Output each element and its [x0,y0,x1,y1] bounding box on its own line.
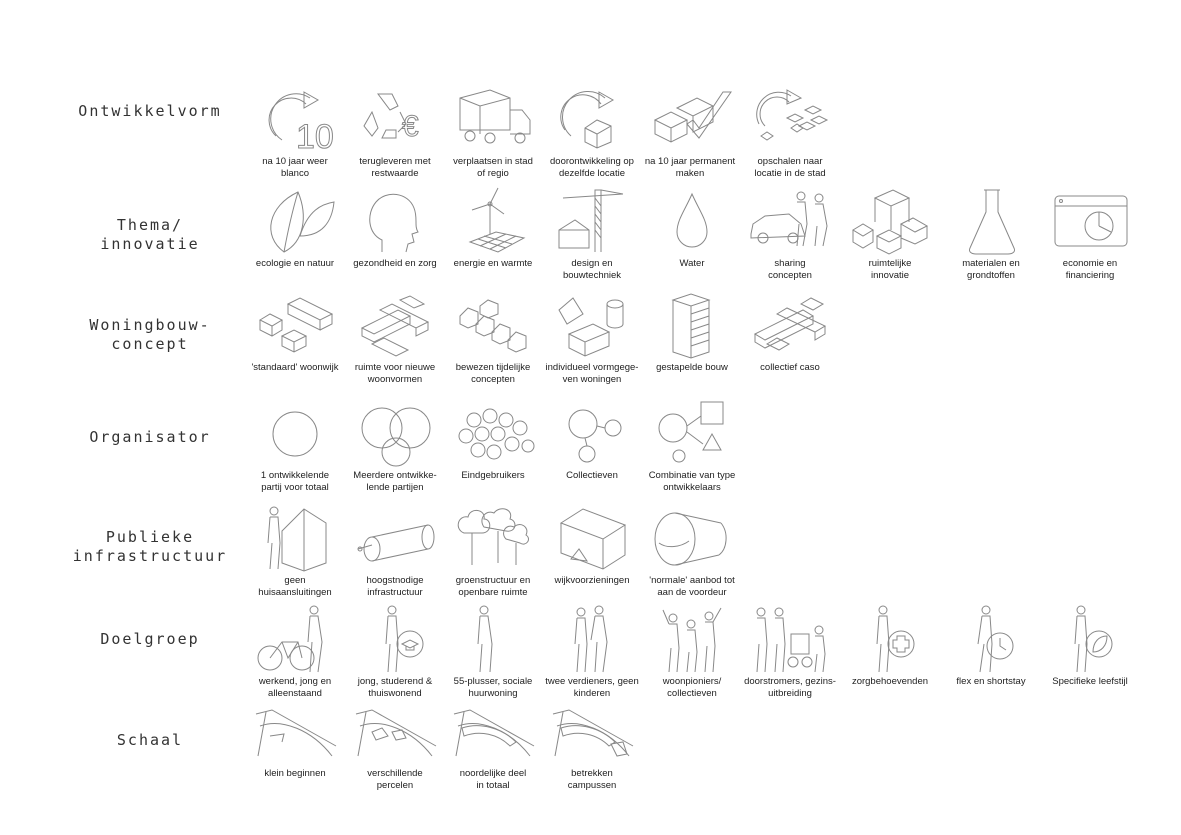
item-caption: doorontwikkeling op dezelfde locatie [550,156,634,179]
doelgroep-item-5 [643,604,741,699]
woningbouw-item-2 [346,290,444,385]
organisator-item-5 [643,398,741,493]
thema-item-5 [643,186,741,270]
svg-text:10: 10 [296,118,334,154]
doelgroep-item-2 [346,604,444,699]
small-plot-map-icon [252,706,338,766]
browser-pie-chart-icon [1047,186,1133,256]
thema-item-9 [1041,186,1139,281]
item-caption: 1 ontwikkelende partij voor totaal [260,470,330,493]
item-caption: 55-plusser, sociale huurwoning [453,676,533,699]
organisator-item-2 [346,398,444,493]
group-cheering-icon [649,604,735,674]
item-caption: werkend, jong en alleenstaand [258,676,332,699]
doelgroep-item-7 [841,604,939,688]
schaal-item-4 [543,706,641,791]
head-profile-icon [352,186,438,256]
organisator-item-1 [246,398,344,493]
item-caption: na 10 jaar weer blanco [262,156,328,179]
houses-checkmark-icon [647,84,733,154]
thema-item-4 [543,186,641,281]
item-caption: verschillende percelen [367,768,423,791]
doelgroep-item-1 [246,604,344,699]
item-caption: materialen en grondtoffen [962,258,1020,281]
item-caption: doorstromers, gezins- uitbreiding [744,676,836,699]
item-caption: design en bouwtechniek [562,258,622,281]
svg-text:€: € [402,110,419,143]
ontwikkelvorm-item-5 [641,84,739,179]
item-caption: collectief caso [760,362,820,373]
wind-solar-icon [450,186,536,256]
item-caption: woonpioniers/ collectieven [662,676,722,699]
thema-item-6 [741,186,839,281]
item-caption: flex en shortstay [956,676,1026,687]
item-caption: geen huisaansluitingen [258,575,332,598]
row-label-doelgroep: Doelgroep [100,630,200,648]
doelgroep-item-8 [942,604,1040,688]
item-caption: wijkvoorzieningen [554,575,630,586]
item-caption: ruimtelijke innovatie [868,258,912,281]
thema-item-2 [346,186,444,270]
circle-cluster-icon [450,398,536,468]
item-caption: groenstructuur en openbare ruimte [455,575,531,598]
pipe-icon [352,503,438,573]
connected-circles-icon [549,398,635,468]
person-bicycle-icon [252,604,338,674]
infrastructuur-item-4 [543,503,641,587]
item-caption: 'standaard' woonwijk [251,362,339,373]
stacked-blocks-icon [847,186,933,256]
infrastructuur-item-3 [444,503,542,598]
item-caption: economie en financiering [1062,258,1118,281]
doelgroep-item-3 [444,604,542,699]
person-graduation-icon [352,604,438,674]
two-circles-icon [352,398,438,468]
doelgroep-item-6 [741,604,839,699]
ontwikkelvorm-item-2 [346,84,444,179]
item-caption: gestapelde bouw [656,362,728,373]
ontwikkelvorm-item-3 [444,84,542,179]
row-label-ontwikkelvorm: Ontwikkelvorm [78,102,222,120]
woningbouw-item-1 [246,290,344,374]
item-caption: Eindgebruikers [461,470,525,481]
shapes-network-icon [649,398,735,468]
person-house-icon [252,503,338,573]
crane-house-icon [549,186,635,256]
item-caption: energie en warmte [453,258,533,269]
community-building-icon [549,503,635,573]
woningbouw-item-6 [741,290,839,374]
tower-block-icon [649,290,735,360]
large-pipe-icon [649,503,735,573]
item-caption: jong, studerend & thuiswonend [357,676,433,699]
item-caption: Specifieke leefstijl [1052,676,1128,687]
doelgroep-item-4 [543,604,641,699]
car-people-icon [747,186,833,256]
couple-icon [549,604,635,674]
item-caption: betrekken campussen [567,768,617,791]
item-caption: ecologie en natuur [255,258,335,269]
person-medical-cross-icon [847,604,933,674]
row-label-thema-innovatie: Thema/ innovatie [100,216,200,253]
item-caption: klein beginnen [264,768,326,779]
schaal-item-2 [346,706,444,791]
north-section-map-icon [450,706,536,766]
varied-shapes-icon [549,290,635,360]
circular-arrow-10-icon [252,84,338,154]
infrastructuur-item-1 [246,503,344,598]
collective-blocks-icon [747,290,833,360]
recycle-euro-icon [352,84,438,154]
person-leaf-icon [1047,604,1133,674]
item-caption: gezondheid en zorg [353,258,437,269]
item-caption: ruimte voor nieuwe woonvormen [354,362,436,385]
item-caption: verplaatsen in stad of regio [453,156,533,179]
item-caption: Collectieven [566,470,618,481]
organisator-item-4 [543,398,641,482]
item-caption: Meerdere ontwikke- lende partijen [353,470,437,493]
circular-arrow-house-icon [549,84,635,154]
infrastructuur-item-2 [346,503,444,598]
ontwikkelvorm-item-4 [543,84,641,179]
row-label-woningbouwconcept: Woningbouw- concept [89,316,211,353]
item-caption: na 10 jaar permanent maken [644,156,736,179]
schaal-item-3 [444,706,542,791]
item-caption: noordelijke deel in totaal [459,768,527,791]
item-caption: Water [679,258,705,269]
item-caption: hoogstnodige infrastructuur [366,575,424,598]
item-caption: twee verdieners, geen kinderen [545,676,639,699]
infrastructuur-item-5 [643,503,741,598]
row-label-schaal: Schaal [116,731,184,749]
ontwikkelvorm-item-6 [741,84,839,179]
trees-icon [450,503,536,573]
doelgroep-item-9 [1041,604,1139,688]
person-clock-icon [948,604,1034,674]
thema-item-8 [942,186,1040,281]
crossed-blocks-icon [352,290,438,360]
item-caption: sharing concepten [768,258,812,281]
item-caption: Combinatie van type ontwikkelaars [648,470,736,493]
item-caption: opschalen naar locatie in de stad [754,156,826,179]
item-caption: bewezen tijdelijke concepten [455,362,531,385]
elderly-person-icon [450,604,536,674]
scale-up-houses-icon [747,84,833,154]
standard-blocks-icon [252,290,338,360]
item-caption: 'normale' aanbod tot aan de voordeur [649,575,735,598]
campus-map-icon [549,706,635,766]
multiple-plots-map-icon [352,706,438,766]
woningbouw-item-5 [643,290,741,374]
thema-item-3 [444,186,542,270]
water-drop-icon [649,186,735,256]
thema-item-1 [246,186,344,270]
item-caption: terugleveren met restwaarde [359,156,431,179]
leaf-icon [252,186,338,256]
row-houses-icon [450,290,536,360]
flask-icon [948,186,1034,256]
row-label-organisator: Organisator [89,428,211,446]
truck-icon [450,84,536,154]
row-label-publieke-infrastructuur: Publieke infrastructuur [72,528,228,565]
family-stroller-icon [747,604,833,674]
organisator-item-3 [444,398,542,482]
item-caption: zorgbehoevenden [851,676,929,687]
ontwikkelvorm-item-1 [246,84,344,179]
thema-item-7 [841,186,939,281]
schaal-item-1 [246,706,344,780]
item-caption: individueel vormgege- ven woningen [545,362,639,385]
single-circle-icon [252,398,338,468]
woningbouw-item-3 [444,290,542,385]
woningbouw-item-4 [543,290,641,385]
